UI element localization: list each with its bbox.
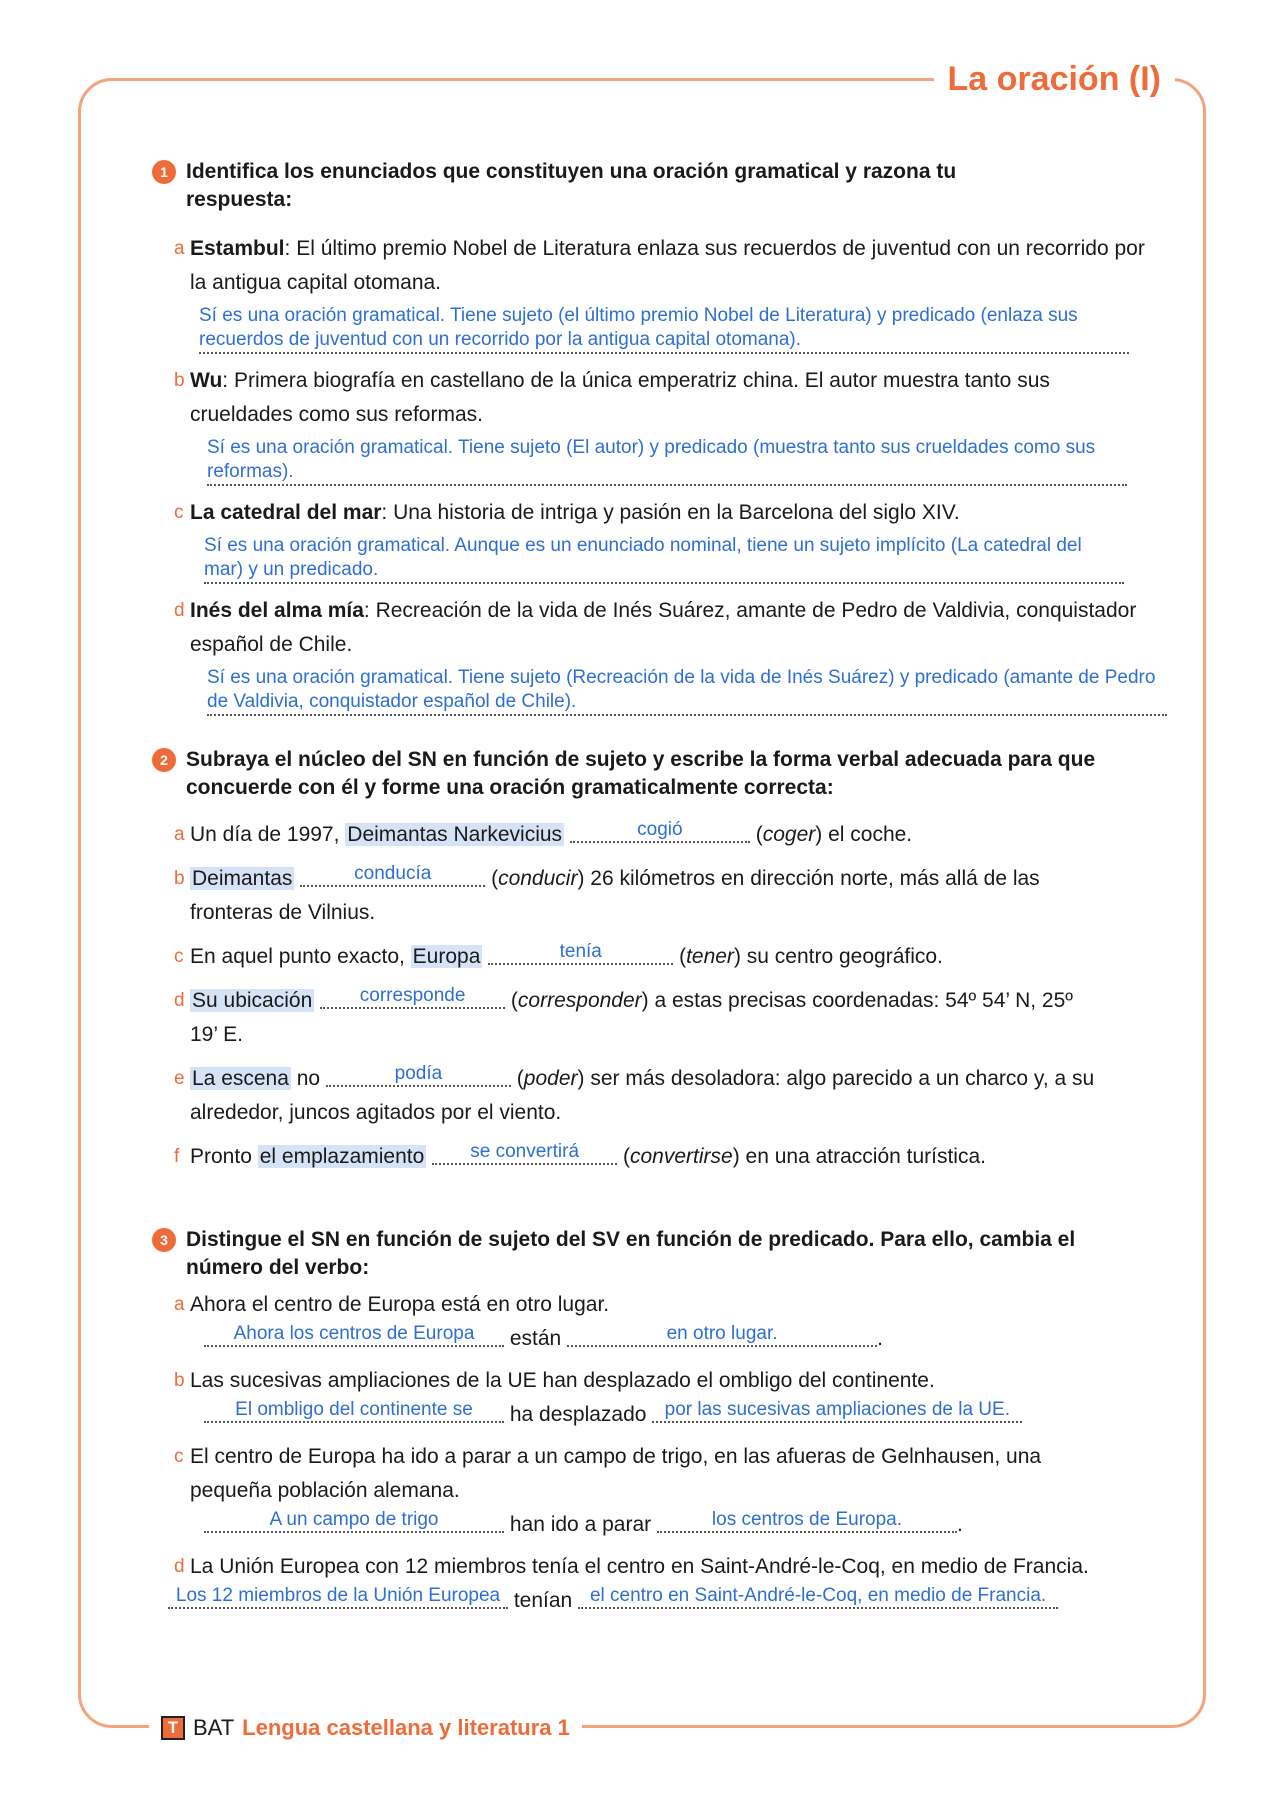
verb-blank: se convertirá: [432, 1141, 617, 1165]
answer-text: Sí es una oración gramatical. Tiene sujeto (el último premio Nobel de Literatura) y predicado (enlaza sus recuerdos de juventud con un recorrido por la antigua capital otomana).: [199, 304, 1129, 354]
predicate-blank: por las sucesivas ampliaciones de la UE.: [652, 1399, 1022, 1423]
list-item: c En aquel punto exacto, Europa tenía (tener) su centro geográfico.: [174, 941, 943, 968]
answer-text: Sí es una oración gramatical. Aunque es un enunciado nominal, tiene un sujeto implícito (La catedral del mar) y un predicado.: [204, 534, 1124, 584]
list-item: b Wu: Primera biografía en castellano de la única emperatriz china. El autor muestra tanto sus crueldades como sus reformas.: [174, 369, 1050, 426]
exercise-1: [152, 158, 1156, 716]
page-title: La oración (I): [934, 55, 1175, 103]
list-item: d Inés del alma mía: Recreación de la vida de Inés Suárez, amante de Pedro de Valdivia, conquistador español de Chile.: [174, 599, 1137, 656]
list-item: e La escena no podía (poder) ser más desoladora: algo parecido a un charco y, a su alrededor, juncos agitados por el viento.: [174, 1063, 1095, 1124]
subject-blank: El ombligo del continente se: [204, 1399, 504, 1423]
list-item: c La catedral del mar: Una historia de intriga y pasión en la Barcelona del siglo XIV.: [174, 501, 960, 524]
list-item: d Su ubicación corresponde (corresponder) a estas precisas coordenadas: 54º 54’ N, 25º 19’ E.: [174, 985, 1073, 1046]
answer-text: Sí es una oración gramatical. Tiene sujeto (El autor) y predicado (muestra tanto sus crueldades como sus reformas).: [207, 436, 1127, 486]
list-item: b Deimantas conducía (conducir) 26 kilómetros en dirección norte, más allá de las fronteras de Vilnius.: [174, 863, 1040, 924]
verb-blank: podía: [326, 1063, 511, 1087]
answer-text: Sí es una oración gramatical. Tiene sujeto (Recreación de la vida de Inés Suárez) y predicado (amante de Pedro de Valdivia, conquistador español de Chile).: [207, 666, 1167, 716]
subject-highlight: La escena: [192, 1067, 289, 1090]
subject-highlight: Deimantas Narkevicius: [347, 823, 563, 846]
exercise-2: [152, 746, 1152, 1174]
subject-blank: Los 12 miembros de la Unión Europea: [168, 1585, 508, 1609]
exercise-number: 1: [152, 160, 176, 184]
verb-blank: conducía: [300, 863, 485, 887]
exercise-instruction: Subraya el núcleo del SN en función de sujeto y escribe la forma verbal adecuada para que concuerde con él y forme una oración gramaticalmente correcta:: [186, 748, 1096, 799]
list-item: f Pronto el emplazamiento se convertirá (convertirse) en una atracción turística.: [174, 1141, 986, 1168]
exercise-number: 2: [152, 748, 176, 772]
footer: [149, 1711, 582, 1745]
subject-highlight: Su ubicación: [192, 989, 313, 1012]
verb-blank: tenía: [488, 941, 673, 965]
footer-book-title: Lengua castellana y literatura 1: [242, 1715, 570, 1740]
exercise-3: 3 Distingue el SN en función de sujeto del SV en función de predicado. Para ello, cambia el número del verbo: a Ahora el centro de Europa está en otro lugar. Ahora los centros de Europa están en otro lugar. . b Las sucesivas ampliaciones de la UE han desplazado el ombligo del continente. El ombligo del continente se ha desplazado por las sucesivas ampliaciones de la UE. c El centro de Europa ha ido a parar a un campo de trigo, en las afueras de Gelnhausen, una pequeña población alemana. A un campo de trigo han ido a parar los centros de Europa. . d La Unión Europea con 12 miembros tenía el centro en Saint-André-le-Coq, en medio de Francia. Los 12 miembros de la Unión Europea tenían el centro en Saint-André-le-Coq, en medio de Francia.: [152, 1226, 1152, 1618]
list-item: a Ahora el centro de Europa está en otro lugar.: [174, 1293, 610, 1316]
subject-highlight: Deimantas: [192, 867, 293, 890]
list-item: a Estambul: El último premio Nobel de Literatura enlaza sus recuerdos de juventud con un recorrido por la antigua capital otomana.: [174, 237, 1145, 294]
list-item: b Las sucesivas ampliaciones de la UE han desplazado el ombligo del continente.: [174, 1369, 935, 1392]
footer-series: BAT: [193, 1715, 235, 1740]
list-item: c El centro de Europa ha ido a parar a un campo de trigo, en las afueras de Gelnhausen, una pequeña población alemana.: [174, 1445, 1042, 1502]
subject-highlight: el emplazamiento: [259, 1145, 425, 1168]
teacher-badge-icon: T: [161, 1716, 185, 1740]
verb-blank: cogió: [570, 819, 750, 843]
verb-blank: corresponde: [320, 985, 505, 1009]
predicate-blank: el centro en Saint-André-le-Coq, en medio de Francia.: [578, 1585, 1058, 1609]
list-item: a Un día de 1997, Deimantas Narkevicius cogió (coger) el coche.: [174, 819, 913, 846]
subject-blank: Ahora los centros de Europa: [204, 1323, 504, 1347]
exercise-instruction: Distingue el SN en función de sujeto del SV en función de predicado. Para ello, cambia el número del verbo:: [186, 1228, 1076, 1279]
subject-blank: A un campo de trigo: [204, 1509, 504, 1533]
predicate-blank: en otro lugar.: [567, 1323, 877, 1347]
predicate-blank: los centros de Europa.: [657, 1509, 957, 1533]
exercise-instruction: Identifica los enunciados que constituyen una oración gramatical y razona tu respuesta:: [186, 160, 957, 211]
list-item: d La Unión Europea con 12 miembros tenía el centro en Saint-André-le-Coq, en medio de Francia.: [174, 1555, 1089, 1578]
exercise-number: 3: [152, 1228, 176, 1252]
subject-highlight: Europa: [412, 945, 481, 968]
